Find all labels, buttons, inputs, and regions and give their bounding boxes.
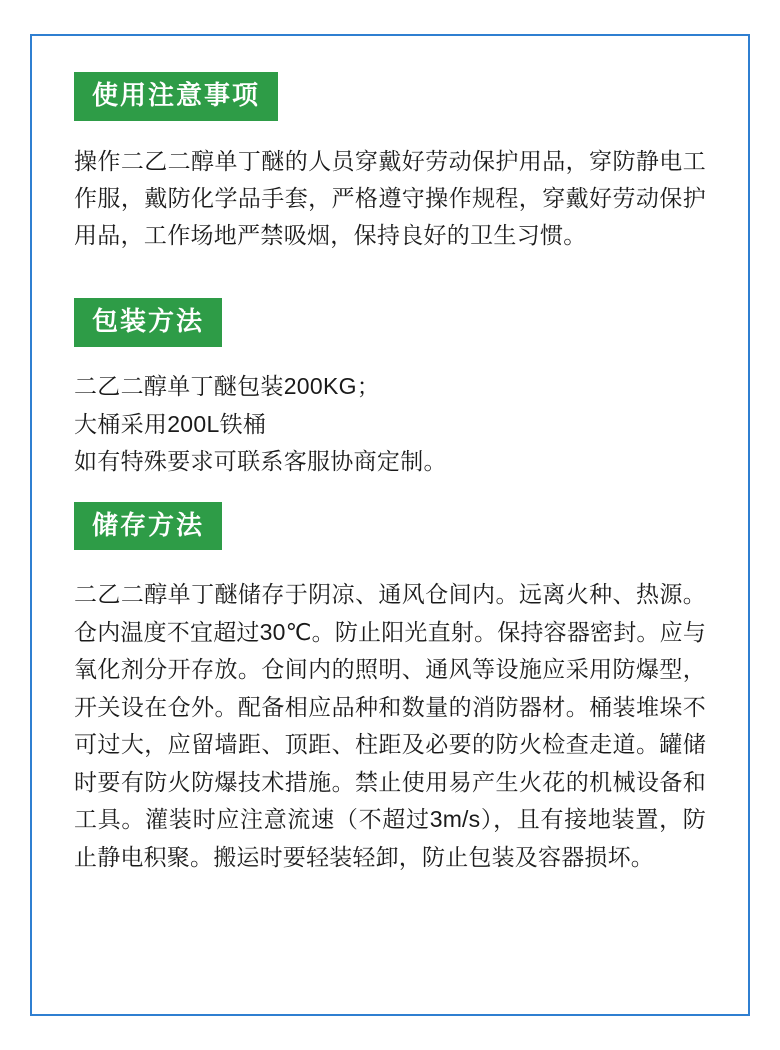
packaging-line-3: 如有特殊要求可联系客服协商定制。 — [74, 448, 447, 475]
section-storage-method — [74, 502, 706, 876]
section-body-storage: 二乙二醇单丁醚储存于阴凉、通风仓间内。远离火种、热源。仓内温度不宜超过30℃。防止阳光直射。保持容器密封。应与氧化剂分开存放。仓间内的照明、通风等设施应采用防爆型，开关设在仓外。配备相应品种和数量的消防器材。桶装堆垛不可过大，应留墙距、顶距、柱距及必要的防火检查走道。罐储时要有防火防爆技术措施。禁止使用易产生火花的机械设备和工具。灌装时应注意流速（不超过3m/s），且有接地装置，防止静电积聚。搬运时要轻装轻卸，防止包装及容器损坏。 — [74, 581, 707, 870]
content-frame — [30, 34, 750, 1016]
section-heading-storage: 储存方法 — [74, 502, 222, 551]
packaging-line-2: 大桶采用200L铁桶 — [74, 410, 267, 437]
packaging-line-1: 二乙二醇单丁醚包装200KG； — [74, 372, 381, 399]
section-usage-precautions — [74, 72, 706, 254]
section-body-packaging — [74, 369, 706, 480]
section-heading-packaging: 包装方法 — [74, 298, 222, 347]
section-heading-usage: 使用注意事项 — [74, 72, 278, 121]
section-body-usage: 操作二乙二醇单丁醚的人员穿戴好劳动保护用品，穿防静电工作服，戴防化学品手套，严格遵守操作规程，穿戴好劳动保护用品，工作场地严禁吸烟，保持良好的卫生习惯。 — [74, 147, 706, 249]
section-packaging-method — [74, 288, 706, 480]
